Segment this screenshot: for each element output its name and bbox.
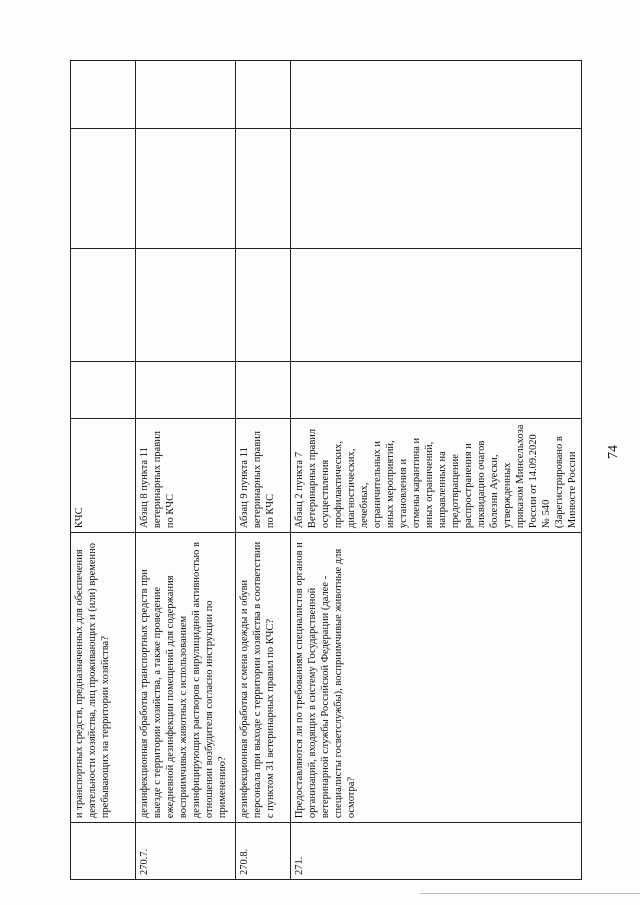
empty-cell <box>71 61 136 129</box>
empty-cell <box>236 248 291 362</box>
table-row <box>291 61 582 880</box>
row-number-cell: 270.8. <box>236 823 291 880</box>
empty-cell <box>236 129 291 248</box>
empty-cell <box>136 362 236 419</box>
reference-cell: Абзац 2 пункта 7 Ветеринарных правил осуществления профилактических, диагностических, лечебных, ограничительных и иных мероприятий, установления и отмены карантина и иных ограничений, направленных на предотвращение распространения и ликвидацию очагов болезни Ауески, утвержденных приказом Минсельхоза России от 14.09.2020 № 540 (Зарегистрировано в Минюсте России <box>291 419 582 533</box>
empty-cell <box>291 362 582 419</box>
empty-cell <box>136 248 236 362</box>
scan-edge-line <box>420 893 640 894</box>
question-cell: Предоставляются ли по требованиям специалистов органов и организаций, входящих в систему Государственной ветеринарной службы Российской Федерации (далее - специалисты госветслужбы), восприимчивые животные для осмотра? <box>291 533 582 823</box>
empty-cell <box>71 129 136 248</box>
question-cell: дезинфекционная обработка транспортных средств при выезде с территории хозяйства, а также проведение ежедневной дезинфекции помещений для содержания восприимчивых животных с использованием дезинфицирующих растворов с вирулицидной активностью в отношении возбудителя согласно инструкции по применению? <box>136 533 236 823</box>
table-row <box>136 61 236 880</box>
reference-cell: Абзац 8 пункта 11 ветеринарных правил по КЧС <box>136 419 236 533</box>
empty-cell <box>136 129 236 248</box>
table-row <box>236 61 291 880</box>
question-cell: дезинфекционная обработка и смена одежды и обуви персонала при выходе с территории хозяйства в соответствии с пунктом 31 ветеринарных правил по КЧС? <box>236 533 291 823</box>
empty-cell <box>71 248 136 362</box>
question-cell: и транспортных средств, предназначенных для обеспечения деятельности хозяйства, лиц проживающих и (или) временно пребывающих на территории хозяйства? <box>71 533 136 823</box>
empty-cell <box>236 362 291 419</box>
row-number-cell: 270.7. <box>136 823 236 880</box>
rotated-checklist-table <box>70 60 580 880</box>
empty-cell <box>136 61 236 129</box>
page-number: 74 <box>606 445 621 459</box>
empty-cell <box>71 362 136 419</box>
table-row <box>71 61 136 880</box>
row-number-cell <box>71 823 136 880</box>
empty-cell <box>291 129 582 248</box>
empty-cell <box>291 61 582 129</box>
empty-cell <box>236 61 291 129</box>
reference-cell: Абзац 9 пункта 11 ветеринарных правил по КЧС <box>236 419 291 533</box>
empty-cell <box>291 248 582 362</box>
row-number-cell: 271. <box>291 823 582 880</box>
checklist-table <box>70 60 582 880</box>
reference-cell: КЧС <box>71 419 136 533</box>
